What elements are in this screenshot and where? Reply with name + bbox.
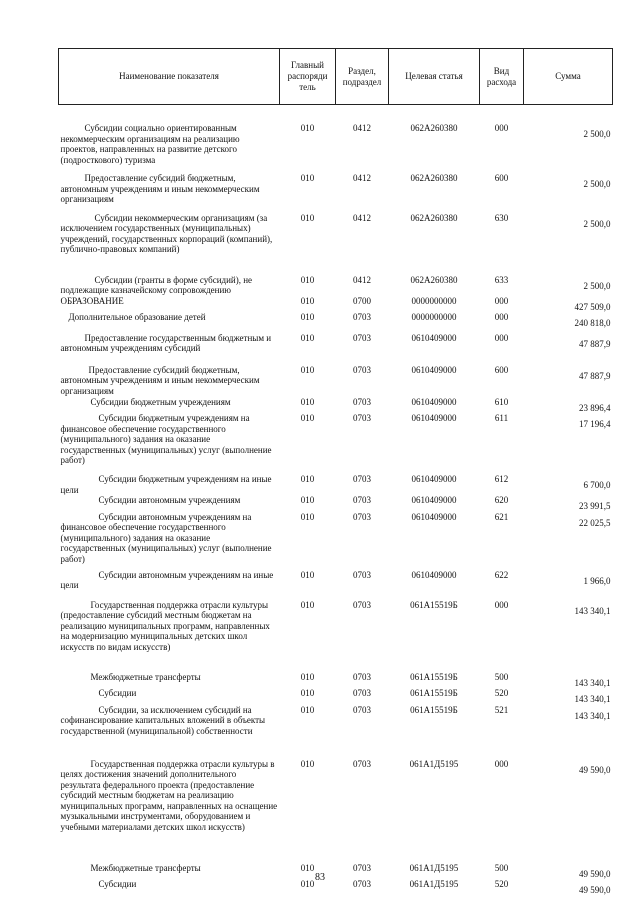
row-name: Субсидии автономным учреждениям на иные цели	[60, 569, 274, 590]
row-razdel: 0412	[353, 212, 371, 223]
row-celevaya: 062А260380	[410, 274, 458, 285]
row-glavny: 010	[300, 295, 315, 306]
row-celevaya: 0610409000	[411, 474, 457, 484]
row-celevaya: 062А260380	[410, 212, 458, 223]
row-vid: 620	[494, 495, 509, 505]
row-glavny: 010	[300, 123, 315, 133]
row-name: Предоставление субсидий бюджетным, автономным учреждениям и иным некоммерческим организациям	[60, 364, 260, 396]
row-name: Субсидии социально ориентированным некоммерческим организациям на реализацию проектов, направленных на развитие детского (подросткового) туризма	[60, 123, 240, 165]
row-glavny: 010	[300, 474, 315, 484]
row-glavny: 010	[300, 879, 315, 889]
row-summa: 1 966,0	[583, 575, 611, 586]
row-name: Государственная поддержка отрасли культуры (предоставление субсидий местным бюджетам на реализацию муниципальных программ, направленных на модернизацию муниципальных детских школ искусств по видам искусств)	[60, 599, 270, 652]
row-celevaya: 0000000000	[411, 295, 457, 306]
row-summa: 47 887,9	[579, 370, 611, 381]
table-row	[59, 592, 613, 672]
row-celevaya: 0610409000	[411, 511, 457, 522]
budget-table	[58, 48, 613, 896]
table-row	[59, 397, 613, 414]
row-vid: 000	[494, 758, 509, 769]
row-celevaya: 061А1Д5195	[409, 862, 459, 873]
table-row	[59, 413, 613, 471]
row-glavny: 010	[300, 688, 315, 698]
row-celevaya: 0610409000	[411, 332, 457, 343]
row-name: Субсидии, за исключением субсидий на софинансирование капитальных вложений в объекты государственной (муниципальной) собственности	[60, 704, 266, 736]
row-vid: 622	[494, 569, 509, 580]
row-razdel: 0703	[353, 704, 371, 715]
table-row	[59, 329, 613, 359]
row-razdel: 0703	[353, 688, 371, 698]
row-name: Субсидии (гранты в форме субсидий), не подлежащие казначейскому сопровождению	[60, 274, 253, 295]
row-glavny: 010	[300, 704, 315, 715]
row-razdel: 0700	[353, 295, 371, 306]
row-razdel: 0703	[353, 671, 371, 682]
table-row	[59, 570, 613, 592]
row-glavny: 010	[300, 511, 315, 522]
row-celevaya: 061А1Д5195	[409, 758, 459, 769]
row-razdel: 0703	[353, 312, 371, 322]
row-razdel: 0703	[353, 862, 371, 873]
table-row	[59, 495, 613, 512]
row-glavny: 010	[300, 862, 315, 873]
row-vid: 612	[494, 474, 509, 484]
row-summa: 2 500,0	[583, 218, 611, 229]
row-vid: 000	[494, 332, 509, 343]
table-row	[59, 512, 613, 570]
row-name: Субсидии автономным учреждениям	[98, 495, 241, 505]
row-summa: 143 340,1	[574, 605, 611, 616]
row-razdel: 0703	[353, 495, 371, 505]
header-vid: Вид расхода	[480, 49, 524, 105]
table-row	[59, 471, 613, 495]
row-summa: 49 590,0	[579, 885, 611, 895]
row-name: Межбюджетные трансферты	[90, 862, 201, 873]
table-row	[59, 688, 613, 705]
row-name: Субсидии автономным учреждениям на финансовое обеспечение государственного (муниципального) задания на оказание государственных (муниципальных) услуг (выполнение работ)	[60, 511, 272, 564]
row-vid: 600	[494, 173, 509, 183]
row-name: Межбюджетные трансферты	[90, 671, 201, 682]
table-body	[59, 105, 613, 896]
row-razdel: 0703	[353, 474, 371, 484]
row-glavny: 010	[300, 569, 315, 580]
row-summa: 17 196,4	[579, 419, 611, 429]
row-summa: 427 509,0	[574, 301, 611, 312]
table-row	[59, 267, 613, 296]
row-celevaya: 0610409000	[411, 569, 457, 580]
row-razdel: 0703	[353, 599, 371, 610]
row-razdel: 0412	[353, 123, 371, 133]
row-celevaya: 061А15519Б	[410, 704, 458, 715]
row-name: Предоставление государственным бюджетным и автономным учреждениям субсидий	[60, 332, 272, 353]
table-row	[59, 672, 613, 689]
row-summa: 2 500,0	[583, 129, 611, 139]
header-summa: Сумма	[524, 49, 613, 105]
row-vid: 500	[494, 671, 509, 682]
row-name: Субсидии бюджетным учреждениям на иные цели	[60, 474, 272, 495]
row-glavny: 010	[300, 599, 315, 610]
row-vid: 630	[494, 212, 509, 223]
row-razdel: 0703	[353, 413, 371, 423]
row-razdel: 0703	[353, 511, 371, 522]
row-razdel: 0703	[353, 879, 371, 889]
row-name: ОБРАЗОВАНИЕ	[60, 295, 124, 306]
row-name: Субсидии бюджетным учреждениям	[90, 396, 231, 407]
row-glavny: 010	[300, 495, 315, 505]
row-glavny: 010	[300, 413, 315, 423]
table-header-row	[59, 49, 613, 105]
row-glavny: 010	[300, 671, 315, 682]
row-vid: 000	[494, 599, 509, 610]
row-summa: 23 991,5	[579, 501, 611, 511]
row-razdel: 0412	[353, 173, 371, 183]
row-vid: 610	[494, 396, 509, 407]
row-celevaya: 061А15519Б	[410, 688, 458, 698]
row-summa: 49 590,0	[579, 868, 611, 879]
row-razdel: 0703	[353, 396, 371, 407]
table-row	[59, 312, 613, 329]
row-razdel: 0703	[353, 569, 371, 580]
row-summa: 143 340,1	[574, 677, 611, 688]
row-name: Субсидии	[98, 688, 137, 698]
row-glavny: 010	[300, 364, 315, 375]
table-row	[59, 205, 613, 267]
header-glavny: Главный распоряди тель	[280, 49, 336, 105]
row-glavny: 010	[300, 332, 315, 343]
row-glavny: 010	[300, 396, 315, 407]
row-summa: 23 896,4	[579, 402, 611, 413]
row-celevaya: 061А1Д5195	[409, 879, 459, 889]
row-summa: 143 340,1	[574, 694, 611, 704]
row-summa: 47 887,9	[579, 338, 611, 349]
header-name: Наименование показателя	[59, 49, 280, 105]
row-vid: 520	[494, 879, 509, 889]
row-name: Государственная поддержка отрасли культуры в целях достижения значений дополнительного результата федерального проекта (предоставление субсидий местным бюджетам на реализацию муниципальных программ, направленных на оснащение музыкальными инструментами, оборудованием и учебными материалами детских школ искусств)	[60, 758, 278, 832]
row-celevaya: 0610409000	[411, 364, 457, 375]
table-row	[59, 705, 613, 755]
row-summa: 240 818,0	[574, 318, 611, 328]
row-summa: 143 340,1	[574, 710, 611, 721]
row-celevaya: 062А260380	[410, 173, 458, 183]
row-summa: 49 590,0	[579, 764, 611, 775]
table-row	[59, 296, 613, 313]
row-glavny: 010	[300, 312, 315, 322]
row-vid: 000	[494, 295, 509, 306]
row-celevaya: 0610409000	[411, 413, 457, 423]
row-summa: 6 700,0	[583, 480, 611, 490]
header-razdel: Раздел, подраздел	[336, 49, 389, 105]
table-row	[59, 165, 613, 205]
row-glavny: 010	[300, 173, 315, 183]
row-vid: 000	[494, 123, 509, 133]
row-vid: 600	[494, 364, 509, 375]
row-razdel: 0703	[353, 332, 371, 343]
row-summa: 2 500,0	[583, 179, 611, 189]
row-celevaya: 061А15519Б	[410, 671, 458, 682]
table-row	[59, 755, 613, 863]
table-row	[59, 105, 613, 166]
row-name: Субсидии	[98, 879, 137, 889]
row-name: Субсидии некоммерческим организациям (за исключением государственных (муниципальных) учреждений, государственных корпораций (компаний), публично-правовых компаний)	[60, 212, 273, 254]
row-summa: 22 025,5	[579, 517, 611, 528]
row-celevaya: 061А15519Б	[410, 599, 458, 610]
row-vid: 621	[494, 511, 509, 522]
row-name: Предоставление субсидий бюджетным, автономным учреждениям и иным некоммерческим организациям	[60, 173, 260, 204]
row-celevaya: 0000000000	[411, 312, 457, 322]
row-celevaya: 0610409000	[411, 396, 457, 407]
row-vid: 611	[494, 413, 509, 423]
row-vid: 521	[494, 704, 509, 715]
row-glavny: 010	[300, 274, 315, 285]
row-summa: 2 500,0	[583, 280, 611, 291]
row-celevaya: 0610409000	[411, 495, 457, 505]
row-glavny: 010	[300, 212, 315, 223]
row-vid: 633	[494, 274, 509, 285]
row-razdel: 0703	[353, 364, 371, 375]
row-vid: 000	[494, 312, 509, 322]
row-name: Субсидии бюджетным учреждениям на финансовое обеспечение государственного (муниципального) задания на оказание государственных (муниципальных) услуг (выполнение работ)	[60, 413, 272, 465]
row-celevaya: 062А260380	[410, 123, 458, 133]
header-celevaya: Целевая статья	[389, 49, 480, 105]
table-row	[59, 359, 613, 397]
row-name: Дополнительное образование детей	[68, 312, 206, 322]
row-vid: 520	[494, 688, 509, 698]
page-number: 83	[315, 872, 325, 883]
row-razdel: 0703	[353, 758, 371, 769]
row-vid: 500	[494, 862, 509, 873]
row-glavny: 010	[300, 758, 315, 769]
row-razdel: 0412	[353, 274, 371, 285]
